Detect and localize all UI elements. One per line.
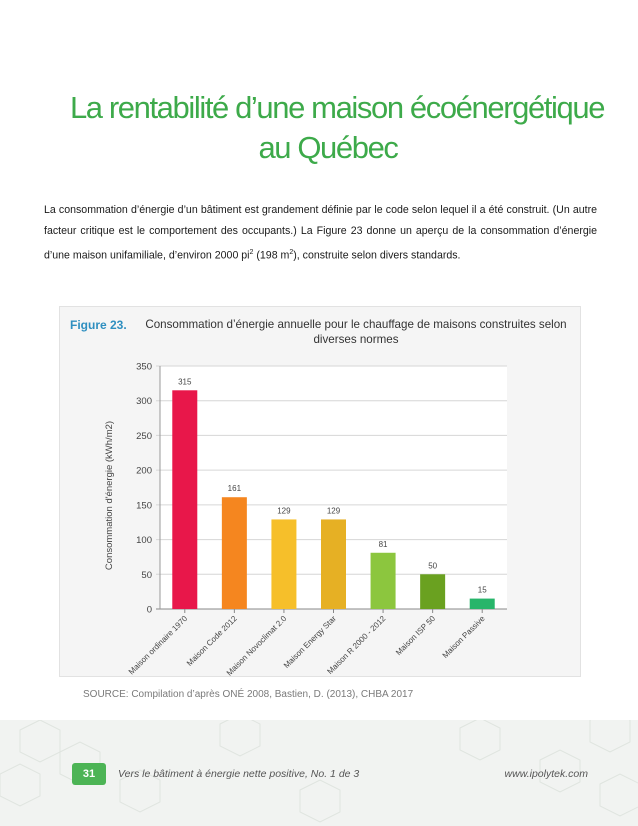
bar-value-label: 15 [477, 585, 487, 595]
y-tick-label: 350 [136, 361, 152, 373]
bar-value-label: 129 [277, 506, 291, 516]
bar [420, 574, 445, 609]
footer-publication: Vers le bâtiment à énergie nette positive, No. 1 de 3 [118, 768, 360, 780]
intro-text-2: (198 m [253, 249, 290, 262]
footer-url[interactable]: www.ipolytek.com [504, 768, 588, 780]
page-title-line-2: au Québec [258, 130, 398, 165]
figure-title: Consommation d’énergie annuelle pour le chauffage de maisons construites selon diverses normes [145, 318, 567, 346]
x-category-label: Maison ordinaire 1970 [126, 614, 190, 677]
x-category-label: Maison ISP 50 [394, 614, 438, 658]
page-title-line-1: La rentabilité d’une maison écoénergétique [69, 90, 605, 125]
y-tick-label: 200 [136, 465, 152, 477]
y-axis-label: Consommation d'énergie (kWh/m2) [104, 420, 115, 571]
intro-text-1: La consommation d’énergie d’un bâtiment est grandement définie par le code selon lequel il a été construit. (Un autre facteur critique est le comportement des occupants.) La Figure 23 donne un aperçu de la consommation d’énergie d’une maison unifamiliale, d’environ 2000 pi [44, 204, 597, 262]
bar-value-label: 50 [428, 561, 438, 571]
bar-value-label: 315 [178, 377, 192, 387]
intro-sup-2: 2 [289, 249, 294, 256]
figure-source: SOURCE: Compilation d’après ONÉ 2008, Bastien, D. (2013), CHBA 2017 [83, 689, 414, 700]
figure-label: Figure 23. [70, 318, 127, 332]
y-tick-label: 150 [136, 500, 152, 512]
x-category-label: Maison Code 2012 [184, 614, 239, 668]
intro-sup-1: 2 [249, 249, 254, 256]
page-number-badge: 31 [72, 763, 106, 785]
intro-text-3: ), construite selon divers standards. [293, 249, 461, 262]
bar [321, 519, 346, 609]
y-tick-label: 300 [136, 396, 152, 408]
bar [470, 599, 495, 609]
bar [271, 519, 296, 609]
bar-value-label: 81 [378, 539, 388, 549]
y-tick-label: 100 [136, 535, 152, 547]
bar [222, 497, 247, 609]
y-tick-label: 0 [146, 604, 152, 616]
bar-value-label: 129 [326, 506, 341, 516]
y-tick-label: 250 [136, 430, 152, 442]
x-category-label: Maison Energy Star [281, 614, 338, 671]
y-tick-label: 50 [141, 569, 152, 581]
x-category-label: Maison Passive [440, 614, 487, 661]
bar [371, 553, 396, 609]
bar-value-label: 161 [227, 484, 242, 494]
x-category-label: Maison R 2000 - 2012 [325, 614, 388, 677]
x-category-label: Maison Novoclimat 2.0 [224, 614, 289, 678]
bar [172, 390, 197, 609]
